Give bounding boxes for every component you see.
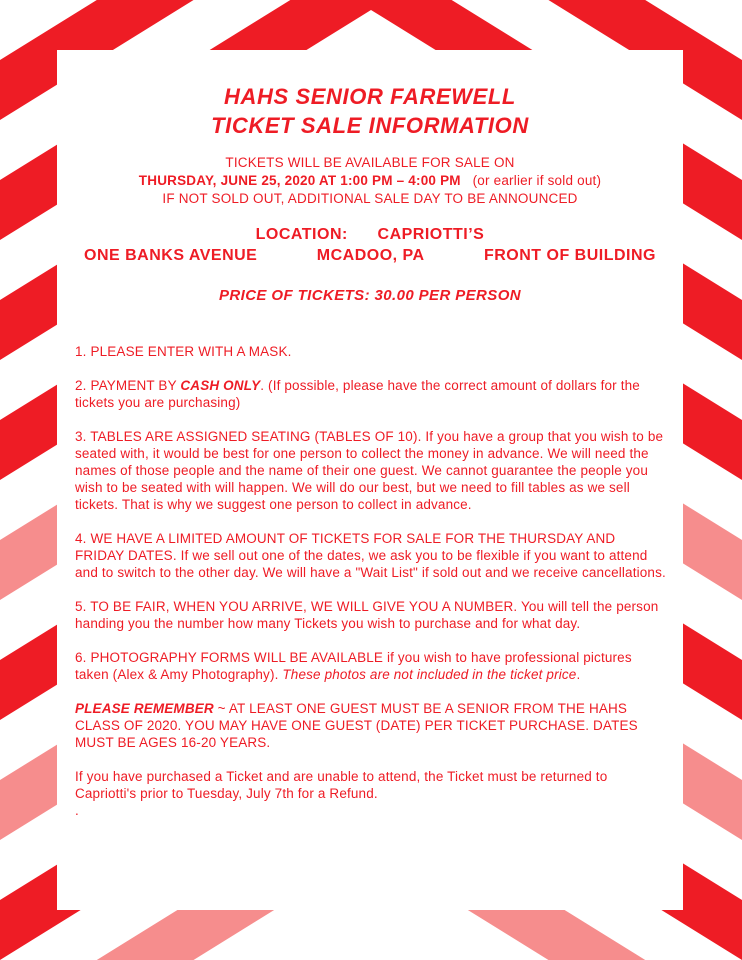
flyer-card	[57, 50, 683, 910]
location-city: MCADOO, PA	[316, 247, 425, 264]
location-address: ONE BANKS AVENUE	[84, 247, 258, 264]
rules-list	[75, 343, 667, 819]
rule-item: 5. TO BE FAIR, WHEN YOU ARRIVE, WE WILL GIVE YOU A NUMBER. You will tell the person handing you the number how many Tickets you wish to purchase and for what day.	[75, 599, 659, 631]
remember-label: PLEASE REMEMBER	[75, 701, 214, 716]
flyer-title	[57, 82, 683, 140]
location-block	[57, 224, 683, 266]
availability-block	[57, 154, 683, 208]
rule-item: 3. TABLES ARE ASSIGNED SEATING (TABLES OF 10). If you have a group that you wish to be seated with, it would be best for one person to collect the money in advance. We will need the names of those people and the name of their one guest. We cannot guarantee the people you wish to be seated with will happen. We will do our best, but we need to fill tables as we sell tickets. That is why we suggest one person to collect in advance.	[75, 429, 664, 512]
location-heading-line	[57, 224, 683, 245]
location-spot: FRONT OF BUILDING	[483, 247, 656, 264]
rule-item: 2. PAYMENT BY CASH ONLY. (If possible, please have the correct amount of dollars for the tickets you are purchasing)	[75, 378, 640, 410]
sale-date-note: (or earlier if sold out)	[472, 173, 602, 188]
cash-only-emphasis: CASH ONLY	[180, 378, 261, 393]
location-label: LOCATION:	[255, 226, 348, 243]
availability-date-line	[57, 172, 683, 190]
photo-disclaimer: These photos are not included in the ticket price	[282, 667, 577, 682]
sale-date: THURSDAY, JUNE 25, 2020 AT 1:00 PM – 4:00 PM	[138, 173, 461, 188]
availability-line-3: IF NOT SOLD OUT, ADDITIONAL SALE DAY TO BE ANNOUNCED	[162, 191, 578, 206]
title-line-2: TICKET SALE INFORMATION	[211, 113, 529, 138]
rule-item: 6. PHOTOGRAPHY FORMS WILL BE AVAILABLE if you wish to have professional pictures taken (Alex & Amy Photography). These photos are not included in the ticket price.	[75, 650, 632, 682]
ticket-price: PRICE OF TICKETS: 30.00 PER PERSON	[219, 287, 521, 304]
title-line-1: HAHS SENIOR FAREWELL	[224, 84, 516, 109]
rule-item: 1. PLEASE ENTER WITH A MASK.	[75, 344, 292, 359]
location-venue: CAPRIOTTI’S	[377, 226, 485, 243]
rule-item: 4. WE HAVE A LIMITED AMOUNT OF TICKETS FOR SALE FOR THE THURSDAY AND FRIDAY DATES. If we sell out one of the dates, we ask you to be flexible if you want to attend and to switch to the other day. We will have a "Wait List" if sold out and we receive cancellations.	[75, 531, 666, 580]
availability-line-1: TICKETS WILL BE AVAILABLE FOR SALE ON	[225, 155, 515, 170]
trailing-dot: .	[75, 803, 79, 818]
refund-note: If you have purchased a Ticket and are unable to attend, the Ticket must be returned to Capriotti's prior to Tuesday, July 7th for a Refund. .	[75, 769, 608, 818]
location-address-line	[84, 245, 656, 266]
remember-note: PLEASE REMEMBER ~ AT LEAST ONE GUEST MUST BE A SENIOR FROM THE HAHS CLASS OF 2020. YOU MAY HAVE ONE GUEST (DATE) PER TICKET PURCHASE. DATES MUST BE AGES 16-20 YEARS.	[75, 701, 638, 750]
